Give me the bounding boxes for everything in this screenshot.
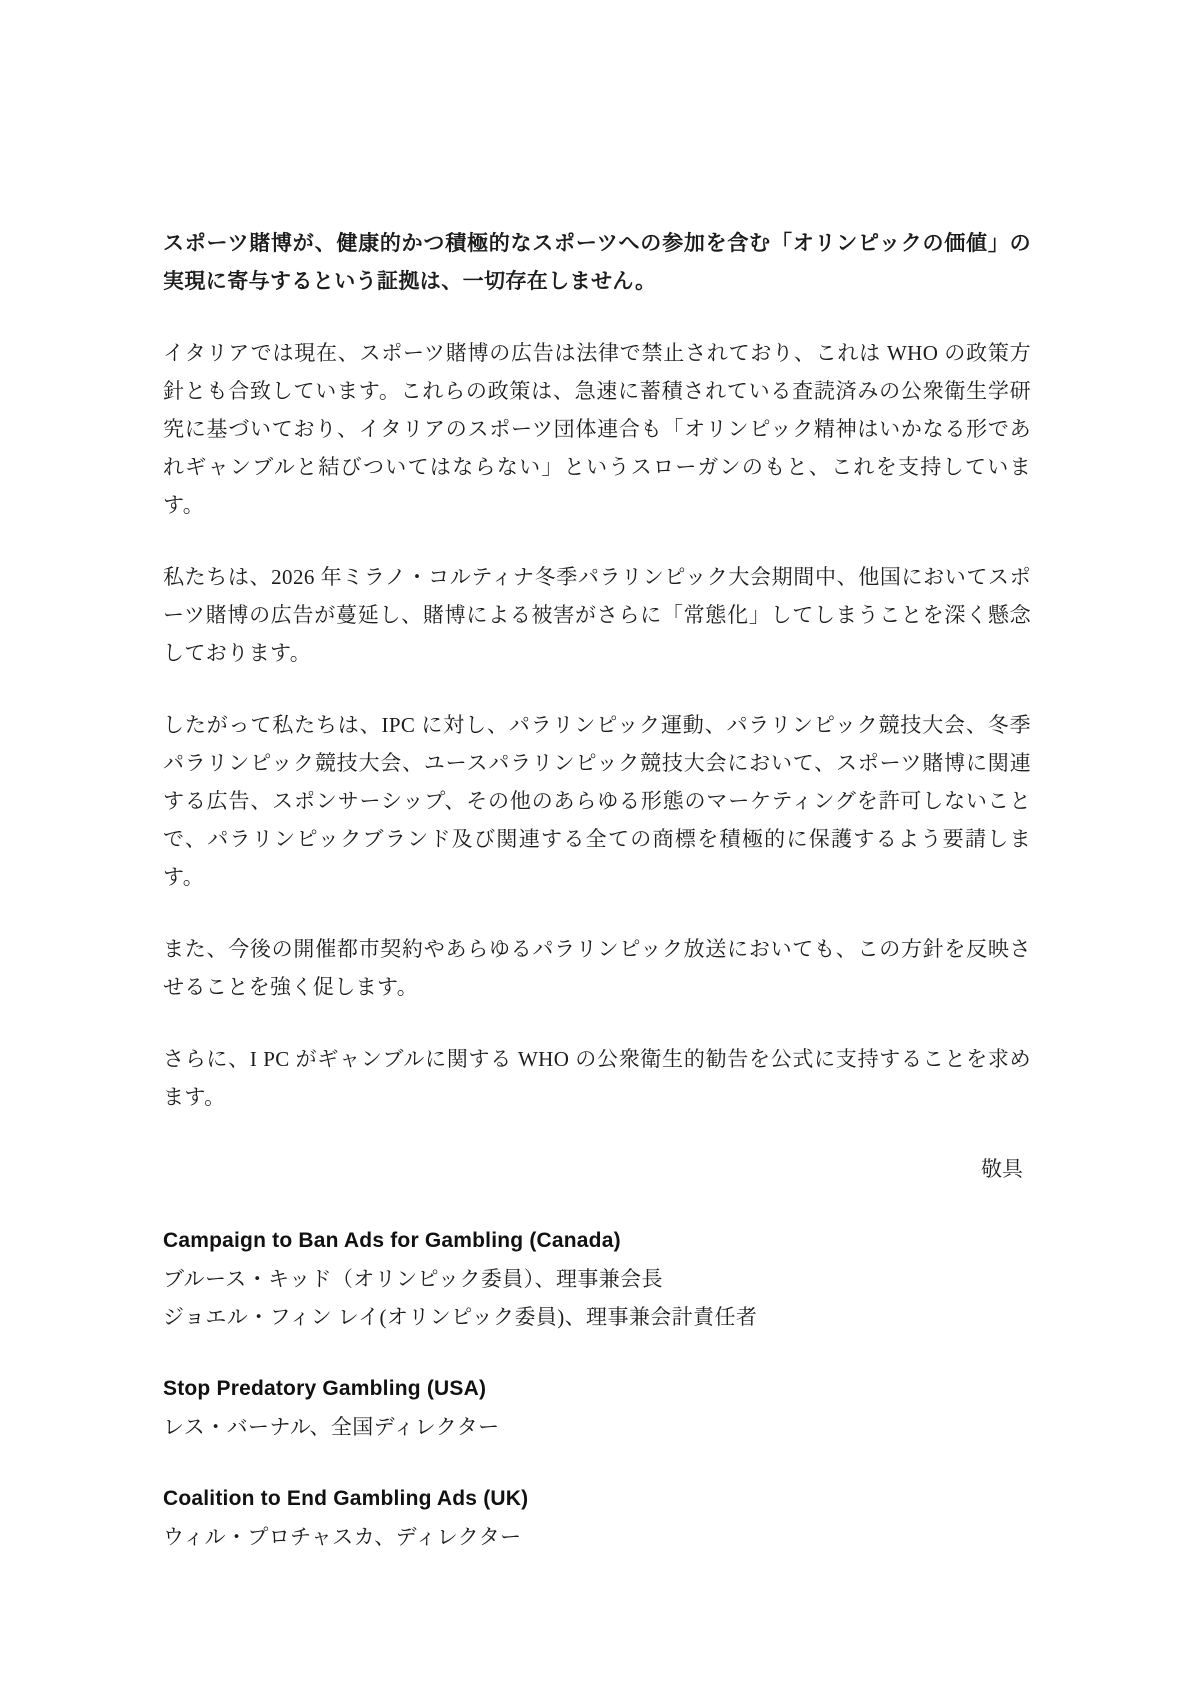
signatory-line: レス・バーナル、全国ディレクター (163, 1415, 500, 1439)
closing-salutation: 敬具 (981, 1157, 1023, 1181)
signature-org-name: Campaign to Ban Ads for Gambling (Canada) (163, 1229, 621, 1252)
signature-org-name: Stop Predatory Gambling (USA) (163, 1377, 487, 1400)
signature-org-name: Coalition to End Gambling Ads (UK) (163, 1487, 529, 1510)
letter-paragraph: また、今後の開催都市契約やあらゆるパラリンピック放送においても、この方針を反映させることを強く促します。 (163, 937, 1031, 999)
letter-paragraph: したがって私たちは、IPC に対し、パラリンピック運動、パラリンピック競技大会、冬季パラリンピック競技大会、ユースパラリンピック競技大会において、スポーツ賭博に関連する広告、スポンサーシップ、その他のあらゆる形態のマーケティングを許可しないことで、パラリンピックブランド及び関連する全ての商標を積極的に保護するよう要請します。 (163, 713, 1031, 889)
letter-paragraph: さらに、I PC がギャンブルに関する WHO の公衆衛生的勧告を公式に支持することを求めます。 (163, 1047, 1031, 1109)
letter-paragraph: 私たちは、2026 年ミラノ・コルティナ冬季パラリンピック大会期間中、他国においてスポーツ賭博の広告が蔓延し、賭博による被害がさらに「常態化」してしまうことを深く懸念しております。 (163, 565, 1031, 665)
signatory-line: ジョエル・フィン レイ(オリンピック委員)、理事兼会計責任者 (163, 1305, 758, 1329)
letter-body (163, 224, 1031, 1590)
signature-section-canada (163, 1222, 1031, 1336)
signatory-line: ウィル・プロチャスカ、ディレクター (163, 1525, 522, 1549)
letter-paragraph-lead: スポーツ賭博が、健康的かつ積極的なスポーツへの参加を含む「オリンピックの価値」の実現に寄与するという証拠は、一切存在しません。 (163, 231, 1031, 293)
signatory-line: ブルース・キッド（オリンピック委員）、理事兼会長 (163, 1267, 663, 1291)
signature-section-uk (163, 1480, 1031, 1556)
letter-paragraph: イタリアでは現在、スポーツ賭博の広告は法律で禁止されており、これは WHO の政策方針とも合致しています。これらの政策は、急速に蓄積されている査読済みの公衆衛生学研究に基づいており、イタリアのスポーツ団体連合も「オリンピック精神はいかなる形であれギャンブルと結びついてはならない」というスローガンのもと、これを支持しています。 (163, 341, 1031, 517)
signature-section-usa (163, 1370, 1031, 1446)
